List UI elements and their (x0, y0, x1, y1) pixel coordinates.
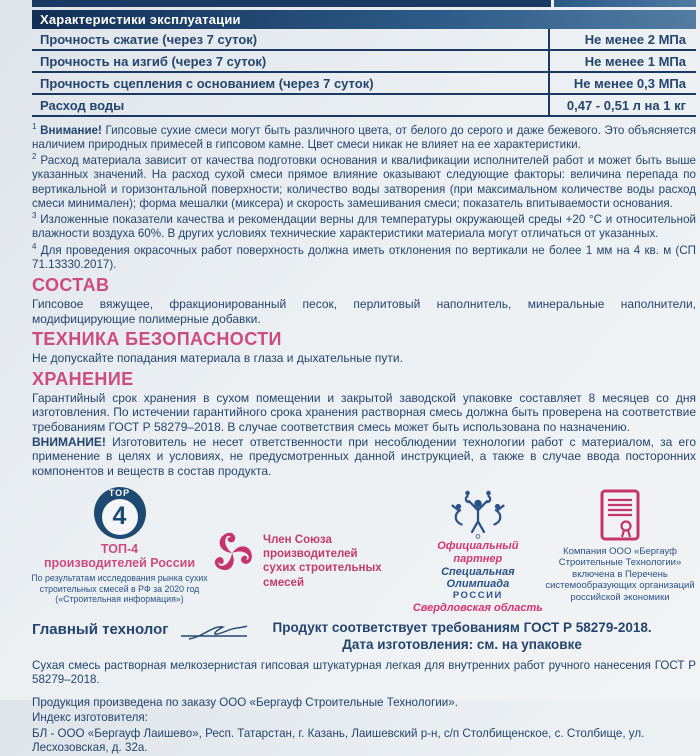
row-value: Не менее 1 МПа (548, 51, 696, 71)
section-title-safety: ТЕХНИКА БЕЗОПАСНОСТИ (32, 329, 282, 350)
signature-icon (179, 623, 251, 643)
footnote-bold: Внимание! (40, 123, 102, 137)
olympiad-russia-line: РОССИИ (452, 590, 503, 601)
conformity-line: Продукт соответствует требованиям ГОСТ Р 58279-2018. (272, 619, 652, 635)
manufacturer-index-label: Индекс изготовителя: (32, 711, 148, 725)
olympiad-region-line: Свердловская область (412, 601, 543, 614)
section-title-storage: ХРАНЕНИЕ (32, 368, 134, 389)
row-value: Не менее 2 МПа (548, 29, 696, 49)
characteristics-table (32, 10, 696, 117)
special-olympics-icon (432, 487, 524, 541)
footnote-marker: 3 (32, 211, 37, 221)
signature-row (32, 619, 696, 654)
olympiad-name-line: Специальная Олимпиада (441, 565, 515, 591)
table-row (32, 73, 696, 95)
storage-warning (32, 435, 696, 479)
badge-special-olympics (412, 487, 544, 615)
warning-text: Изготовитель не несет ответственности при несоблюдении технологии работ с материалом, за его применение в целях и условиях, не предусмотренных данной инструкцией, а также в случае ввода посторонних компонентов и веществ в состав продукта. (32, 434, 696, 478)
footnote-marker: 1 (32, 122, 37, 131)
badge-union (207, 487, 412, 615)
table-row (32, 51, 696, 73)
section-body-safety: Не допускайте попадания материала в глаза и дыхательные пути. (32, 351, 403, 366)
top4-subtext: По результатам исследования рынка сухих строительных смесей в РФ за 2020 год («Строительная информация») (31, 573, 208, 605)
company-listing-text: Компания ООО «Бергауф Строительные Технологии» включена в Перечень системообразующих организаций российской экономики (545, 545, 695, 603)
row-value: Не менее 0,3 МПа (548, 73, 696, 93)
footnote-2 (32, 152, 696, 211)
technologist-label: Главный технолог (32, 620, 169, 638)
triskelion-icon (207, 527, 257, 579)
manufacturer-address: БЛ - ООО «Бергауф Лаишево», Респ. Татарстан, г. Казань, Лаишевский р-н, с/п Столбищенское, с. Столбище, ул. Лесхозовская, д. 32а. (32, 726, 645, 755)
manufacture-date-line: Дата изготовления: см. на упаковке (342, 637, 582, 653)
footnote-4 (32, 242, 696, 272)
row-label: Прочность на изгиб (через 7 суток) (40, 54, 267, 69)
product-description: Сухая смесь растворная мелкозернистая гипсовая штукатурная легкая для внутренних работ ручного нанесения ГОСТ Р 58279–2018. (32, 658, 696, 687)
table-row (32, 95, 696, 117)
section-title-sostav: СОСТАВ (32, 274, 110, 295)
top4-top-label: TOP (108, 487, 131, 498)
section-body-storage: Гарантийный срок хранения в сухом помещении и закрытой заводской упаковке составляет 8 месяцев со дня изготовления. По истечении гарантийного срока хранения растворная смесь должна быть проверена на соответствие требованиям ГОСТ Р 58279–2018. В случае соответствия смесь может быть использована по назначению. (32, 390, 696, 435)
badge-top4 (32, 487, 207, 615)
footnote-text: Изложенные показатели качества и рекомендации верны для температуры окружающей среды +20 °C и относительной влажности воздуха 60%. В других условиях технические характеристики материала могут отличаться от указанных. (32, 213, 696, 241)
top4-caption-line1: ТОП-4 (100, 541, 139, 556)
footnote-text: Расход материала зависит от качества подготовки основания и квалификации исполнителей работ и может быть выше указанных значений. На расход сухой смеси прямое влияние оказывают следующие факторы: величина перепада по вертикальной и горизонтальной поверхности; количество воды затворения (при максимальном количестве воды расход смеси минимален); форма мешалки (миксера) и скорость замешивания смеси; показатель впитываемости основания. (32, 154, 696, 210)
footnote-1 (32, 122, 696, 152)
row-label: Расход воды (40, 98, 125, 113)
top-strip-right (554, 0, 696, 7)
olympiad-partner-line: Официальный партнер (437, 540, 519, 566)
produced-by-line: Продукция произведена по заказу ООО «Бергауф Строительные Технологии». (32, 695, 458, 709)
table-row (32, 29, 696, 51)
row-value: 0,47 - 0,51 л на 1 кг (548, 95, 696, 115)
footnote-3 (32, 211, 696, 241)
table-header: Характеристики эксплуатации (32, 10, 696, 29)
top4-number: 4 (102, 499, 138, 535)
union-text-line2: сухих строительных смесей (263, 562, 382, 589)
footnote-marker: 2 (32, 152, 37, 162)
top4-caption-line2: производителей России (43, 555, 196, 570)
badges-row (32, 487, 696, 615)
footnote-text: Гипсовые сухие смеси могут быть различного цвета, от белого до серого и даже бежевого. Это объясняется наличием природных примесей в гипсовом камне. Цвет смеси никак не влияет на ее характеристики. (32, 123, 696, 152)
top4-caption (44, 542, 195, 571)
union-text (263, 527, 412, 591)
footnotes (32, 122, 696, 272)
badge-company-listing (544, 487, 696, 615)
union-text-line1: Член Союза производителей (263, 533, 358, 560)
certificate-icon (600, 489, 640, 541)
row-label: Прочность сжатие (через 7 суток) (40, 32, 258, 47)
footnote-text: Для проведения окрасочных работ поверхность должна иметь отклонения по вертикали не более 1 мм на 4 кв. м (СП 71.13330.2017). (32, 243, 696, 271)
warning-bold: ВНИМАНИЕ! (32, 434, 106, 449)
table-top-strip (32, 0, 696, 7)
row-label: Прочность сцепления с основанием (через 7 суток) (40, 76, 374, 91)
section-body-sostav: Гипсовое вяжущее, фракционированный песок, перлитовый наполнитель, минеральные наполнители, модифицирующие полимерные добавки. (32, 296, 696, 326)
footnote-marker: 4 (32, 241, 37, 251)
top4-medal-icon (94, 487, 146, 539)
top-strip-left (32, 0, 551, 7)
conformity-block (273, 619, 652, 654)
